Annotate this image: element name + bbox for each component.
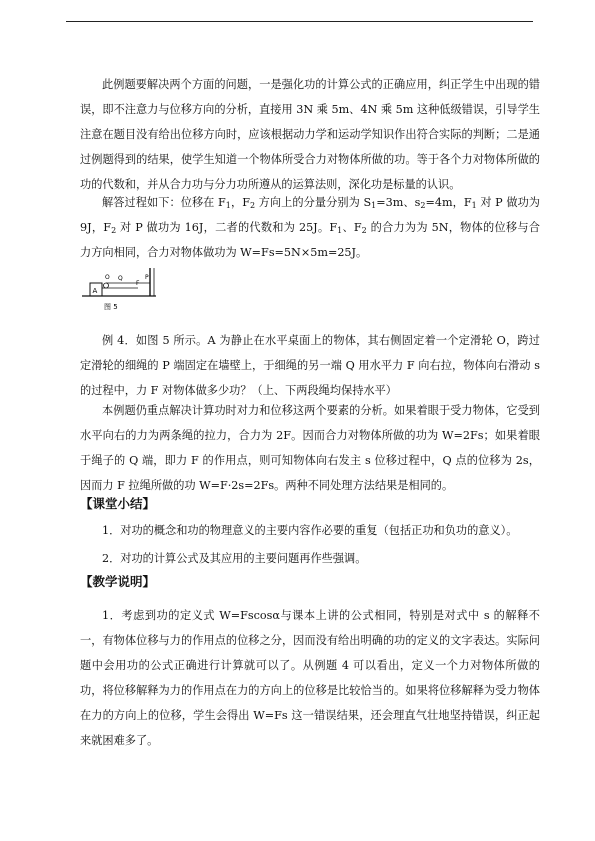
paragraph-teaching-note-1: 1．考虑到功的定义式 W=Fscosα与课本上讲的公式相同，特别是对式中 s 的解释不一，有物体位移与力的作用点的位移之分，因而没有给出明确的功的定义的文字表达。实际问题中会用功的公式正确进行计算就可以了。从例题 4 可以看出，定义一个力对物体所做的功，将位移解释为力的作用点在力的方向上的位移是比较恰当的。如果将位移解释为受力物体在力的方向上的位移，学生会得出 W=Fs 这一错误结果，还会理直气壮地坚持错误，纠正起来就困难多了。 (80, 609, 540, 747)
paragraph-analysis: 此例题要解决两个方面的问题，一是强化功的计算公式的正确应用，纠正学生中出现的错误，即不注意力与位移方向的分析，直接用 3N 乘 5m、4N 乘 5m 这种低级错误，引导学生注意在题目没有给出位移方向时，应该根据动力学和运动学知识作出符合实际的判断；二是通过例题得到的结果，使学生知道一个物体所受合力对物体所做的功。等于各个力对物体所做的功的代数和，并从合力功与分力功所遵从的运算法则，深化功是标量的认识。 (80, 78, 540, 191)
svg-text:Q: Q (118, 275, 123, 282)
heading-summary: 【课堂小结】 (80, 496, 156, 511)
svg-text:图 5: 图 5 (104, 303, 118, 311)
summary-item-1: 1．对功的概念和功的物理意义的主要内容作必要的重复（包括正功和负功的意义）。 (102, 524, 518, 537)
svg-text:A: A (92, 287, 98, 295)
header-rule (66, 21, 533, 22)
paragraph-solution: 解答过程如下：位移在 $F_1$，$F_2$ 方向上的分量分别为 $S_1=3m$、$s_2=4m$，$F_1$ 对 P 做功为 9J，$F_2$ 对 P 做功为 16J，二者的代数和为 25J。$F_1$、$F_2$ 的合力为为 5N，物体的位移与合力方向相同，合力对物体做功为 W=Fs=5N×5m=25J。 (80, 196, 540, 259)
paragraph-example-4: 例 4．如图 5 所示。A 为静止在水平桌面上的物体，其右侧固定着一个定滑轮 O，跨过定滑轮的细绳的 P 端固定在墙壁上，于细绳的另一端 Q 用水平力 F 向右拉，物体向右滑动 s 的过程中，力 F 对物体做多少功？（上、下两段绳均保持水平） (80, 334, 540, 397)
paragraph-example-4-analysis: 本例题仍重点解决计算功时对力和位移这两个要素的分析。如果着眼于受力物体，它受到水平向右的力为两条绳的拉力，合力为 2F。因而合力对物体所做的功为 W=2Fs；如果着眼于绳子的 Q 端，即力 F 的作用点，则可知物体向右发主 s 位移过程中，Q 点的位移为 2s，因而力 F 拉绳所做的功 W=F·2s=2Fs。两种不同处理方法结果是相同的。 (80, 404, 540, 492)
summary-item-2: 2．对功的计算公式及其应用的主要问题再作些强调。 (102, 552, 367, 565)
svg-text:O: O (105, 274, 110, 281)
svg-text:F: F (136, 280, 140, 287)
pulley-figure (78, 264, 168, 314)
svg-text:P: P (145, 274, 149, 281)
heading-teaching-notes: 【教学说明】 (80, 574, 156, 589)
